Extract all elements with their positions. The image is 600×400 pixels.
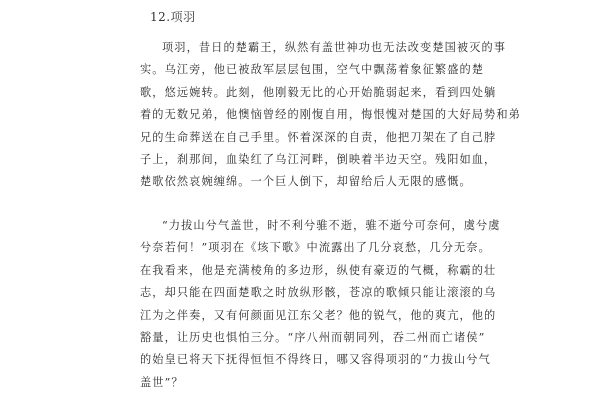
paragraph-2-line: “力拔山兮气盖世，时不利兮骓不逝，骓不逝兮可奈何，虞兮虞	[162, 219, 501, 232]
paragraph-2-line: 江为之伴奏，又有何颜面见江东父老？他的锐气，他的爽亢，他的	[140, 308, 497, 322]
paragraph-1-line: 楚歌依然哀婉缠绵。一个巨人倒下，却留给后人无限的感慨。	[140, 175, 472, 189]
paragraph-1	[140, 37, 521, 194]
paragraph-2-line: 豁量，让历史也惧怕三分。“序八州而朝同列，吞二州而亡诸侯”	[140, 331, 486, 345]
paragraph-2-line: 在我看来，他是充满棱角的多边形，纵使有豪迈的气概，称霸的壮	[140, 263, 497, 277]
paragraph-1-line: 子上，刹那间，血染红了乌江河畔，倒映着半边天空。残阳如血，	[140, 153, 497, 167]
paragraph-1-line: 兄的生命葬送在自己手里。怀着深深的自责，他把刀架在了自己脖	[140, 130, 497, 144]
paragraph-2-line: 志，却只能在四面楚歌之时放纵形骸，苍凉的歌倾只能让滚滚的乌	[140, 286, 497, 300]
paragraph-1-line: 实。乌江旁，他已被敌军层层包围，空气中飘荡着象征繁盛的楚	[140, 63, 485, 77]
paragraph-1-line: 歌，悠远婉转。此刻，他刚毅无比的心开始脆弱起来，看到四处躺	[140, 85, 497, 99]
paragraph-2	[140, 215, 501, 394]
paragraph-2-line: 的始皇已将天下抚得恒恒不得终日，哪又容得项羽的“力拔山兮气	[140, 353, 491, 367]
section-heading: 12.项羽	[150, 10, 196, 24]
paragraph-2-line: 兮奈若何！”项羽在《垓下歌》中流露出了几分哀愁，几分无奈。	[140, 241, 491, 255]
paragraph-1-line: 项羽，昔日的楚霸王，纵然有盖世神功也无法改变楚国被灭的事	[162, 41, 507, 54]
paragraph-1-line: 着的无数兄弟，他懊恼曾经的刚愎自用，悔恨愧对楚国的大好局势和弟	[140, 108, 521, 122]
paragraph-2-line: 盖世”？	[140, 375, 184, 389]
